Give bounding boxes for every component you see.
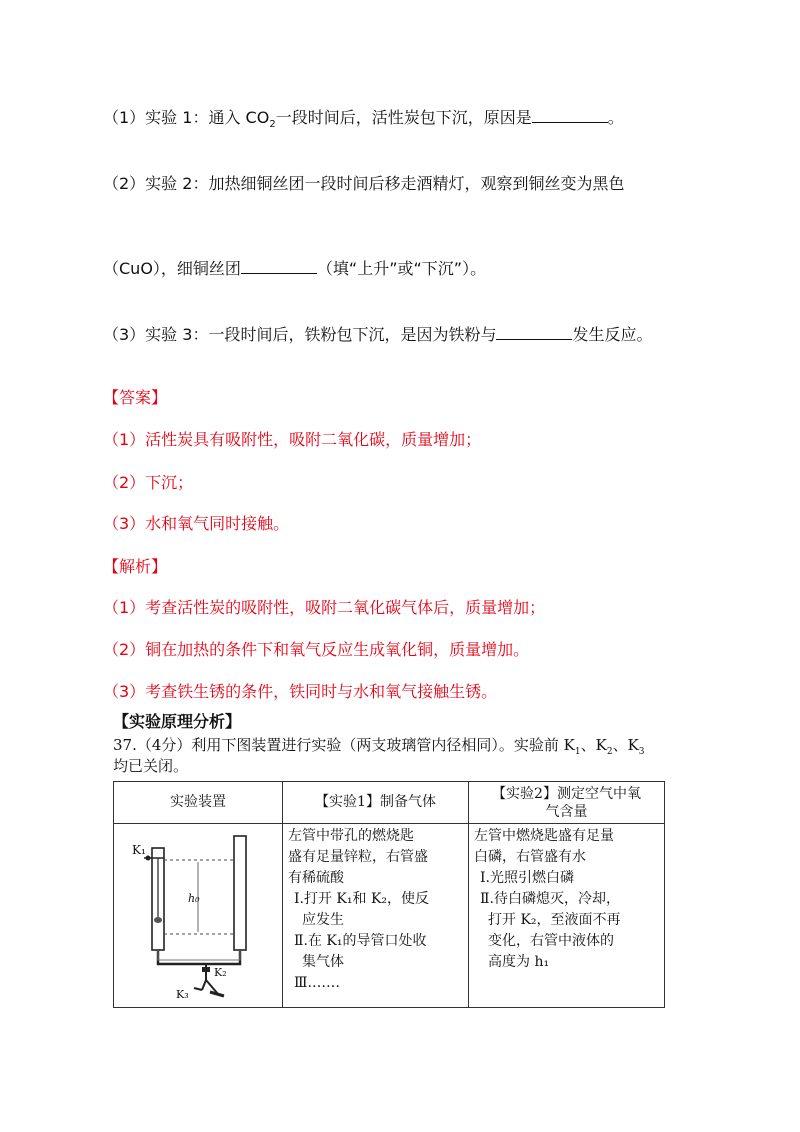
- connecting-tube-inner: [158, 950, 240, 960]
- right-tube: [234, 836, 246, 950]
- question-37: 37.（4分）利用下图装置进行实验（两支玻璃管内径相同）。实验前 $K_1$、$K_2$、$K_3$: [113, 736, 645, 757]
- spoon: [154, 917, 162, 923]
- label-h0: h₀: [188, 892, 200, 905]
- analysis-item: （1）考查活性炭的吸附性，吸附二氧化碳气体后，质量增加；: [103, 598, 546, 617]
- answer-blank[interactable]: [496, 325, 572, 340]
- experiment-table: [113, 781, 665, 1008]
- analysis-heading: 【解析】: [103, 557, 168, 576]
- label-k2: K₂: [214, 966, 227, 979]
- analysis-item: （3）考查铁生锈的条件，铁同时与水和氧气接触生锈。: [103, 682, 498, 701]
- question-2-cont: （CuO），细铜丝团 （填“上升”或“下沉”）。: [103, 259, 487, 278]
- connecting-tube: [158, 950, 240, 964]
- answer-blank[interactable]: [532, 108, 608, 123]
- question-37-cont: 均已关闭。: [113, 757, 189, 775]
- header-apparatus: 实验装置: [114, 782, 283, 824]
- answer-item: （3）水和氧气同时接触。: [103, 514, 290, 533]
- exp1-cell: 左管中带孔的燃烧匙 盛有足量锌粒，右管盛 有稀硫酸 Ⅰ.打开 K₁和 K₂，使反 应发生 Ⅱ.在 K₁的导管口处收 集气体 Ⅲ.……: [283, 824, 469, 1008]
- k1-valve: [146, 856, 151, 861]
- answer-heading: 【答案】: [103, 388, 168, 407]
- answer-blank[interactable]: [241, 259, 317, 274]
- section-title: 【实验原理分析】: [113, 712, 242, 731]
- apparatus-cell: [114, 824, 283, 1008]
- header-exp1: 【实验1】制备气体: [283, 782, 469, 824]
- k3-valve: [210, 992, 224, 996]
- exp2-cell: 左管中燃烧匙盛有足量 白磷，右管盛有水 Ⅰ.光照引燃白磷 Ⅱ.待白磷熄灭，冷却， 打开 K₂，至液面不再 变化，右管中液体的 高度为 h₁: [469, 824, 665, 1008]
- k2-valve: [202, 967, 210, 972]
- answer-item: （1）活性炭具有吸附性，吸附二氧化碳，质量增加；: [103, 430, 482, 449]
- question-3: （3）实验 3：一段时间后，铁粉包下沉，是因为铁粉与 发生反应。: [103, 325, 653, 344]
- question-2: （2）实验 2：加热细铜丝团一段时间后移走酒精灯，观察到铜丝变为黑色: [103, 174, 625, 193]
- label-k3: K₃: [176, 988, 189, 1000]
- label-k1: K₁: [132, 843, 146, 857]
- analysis-item: （2）铜在加热的条件下和氧气反应生成氧化铜，质量增加。: [103, 640, 530, 659]
- header-exp2: 【实验2】测定空气中氧 气含量: [469, 782, 665, 824]
- answer-item: （2）下沉；: [103, 473, 194, 492]
- question-1: （1）实验 1：通入 $CO_2$一段时间后，活性炭包下沉，原因是 。: [103, 108, 624, 131]
- apparatus-diagram: [114, 824, 282, 1000]
